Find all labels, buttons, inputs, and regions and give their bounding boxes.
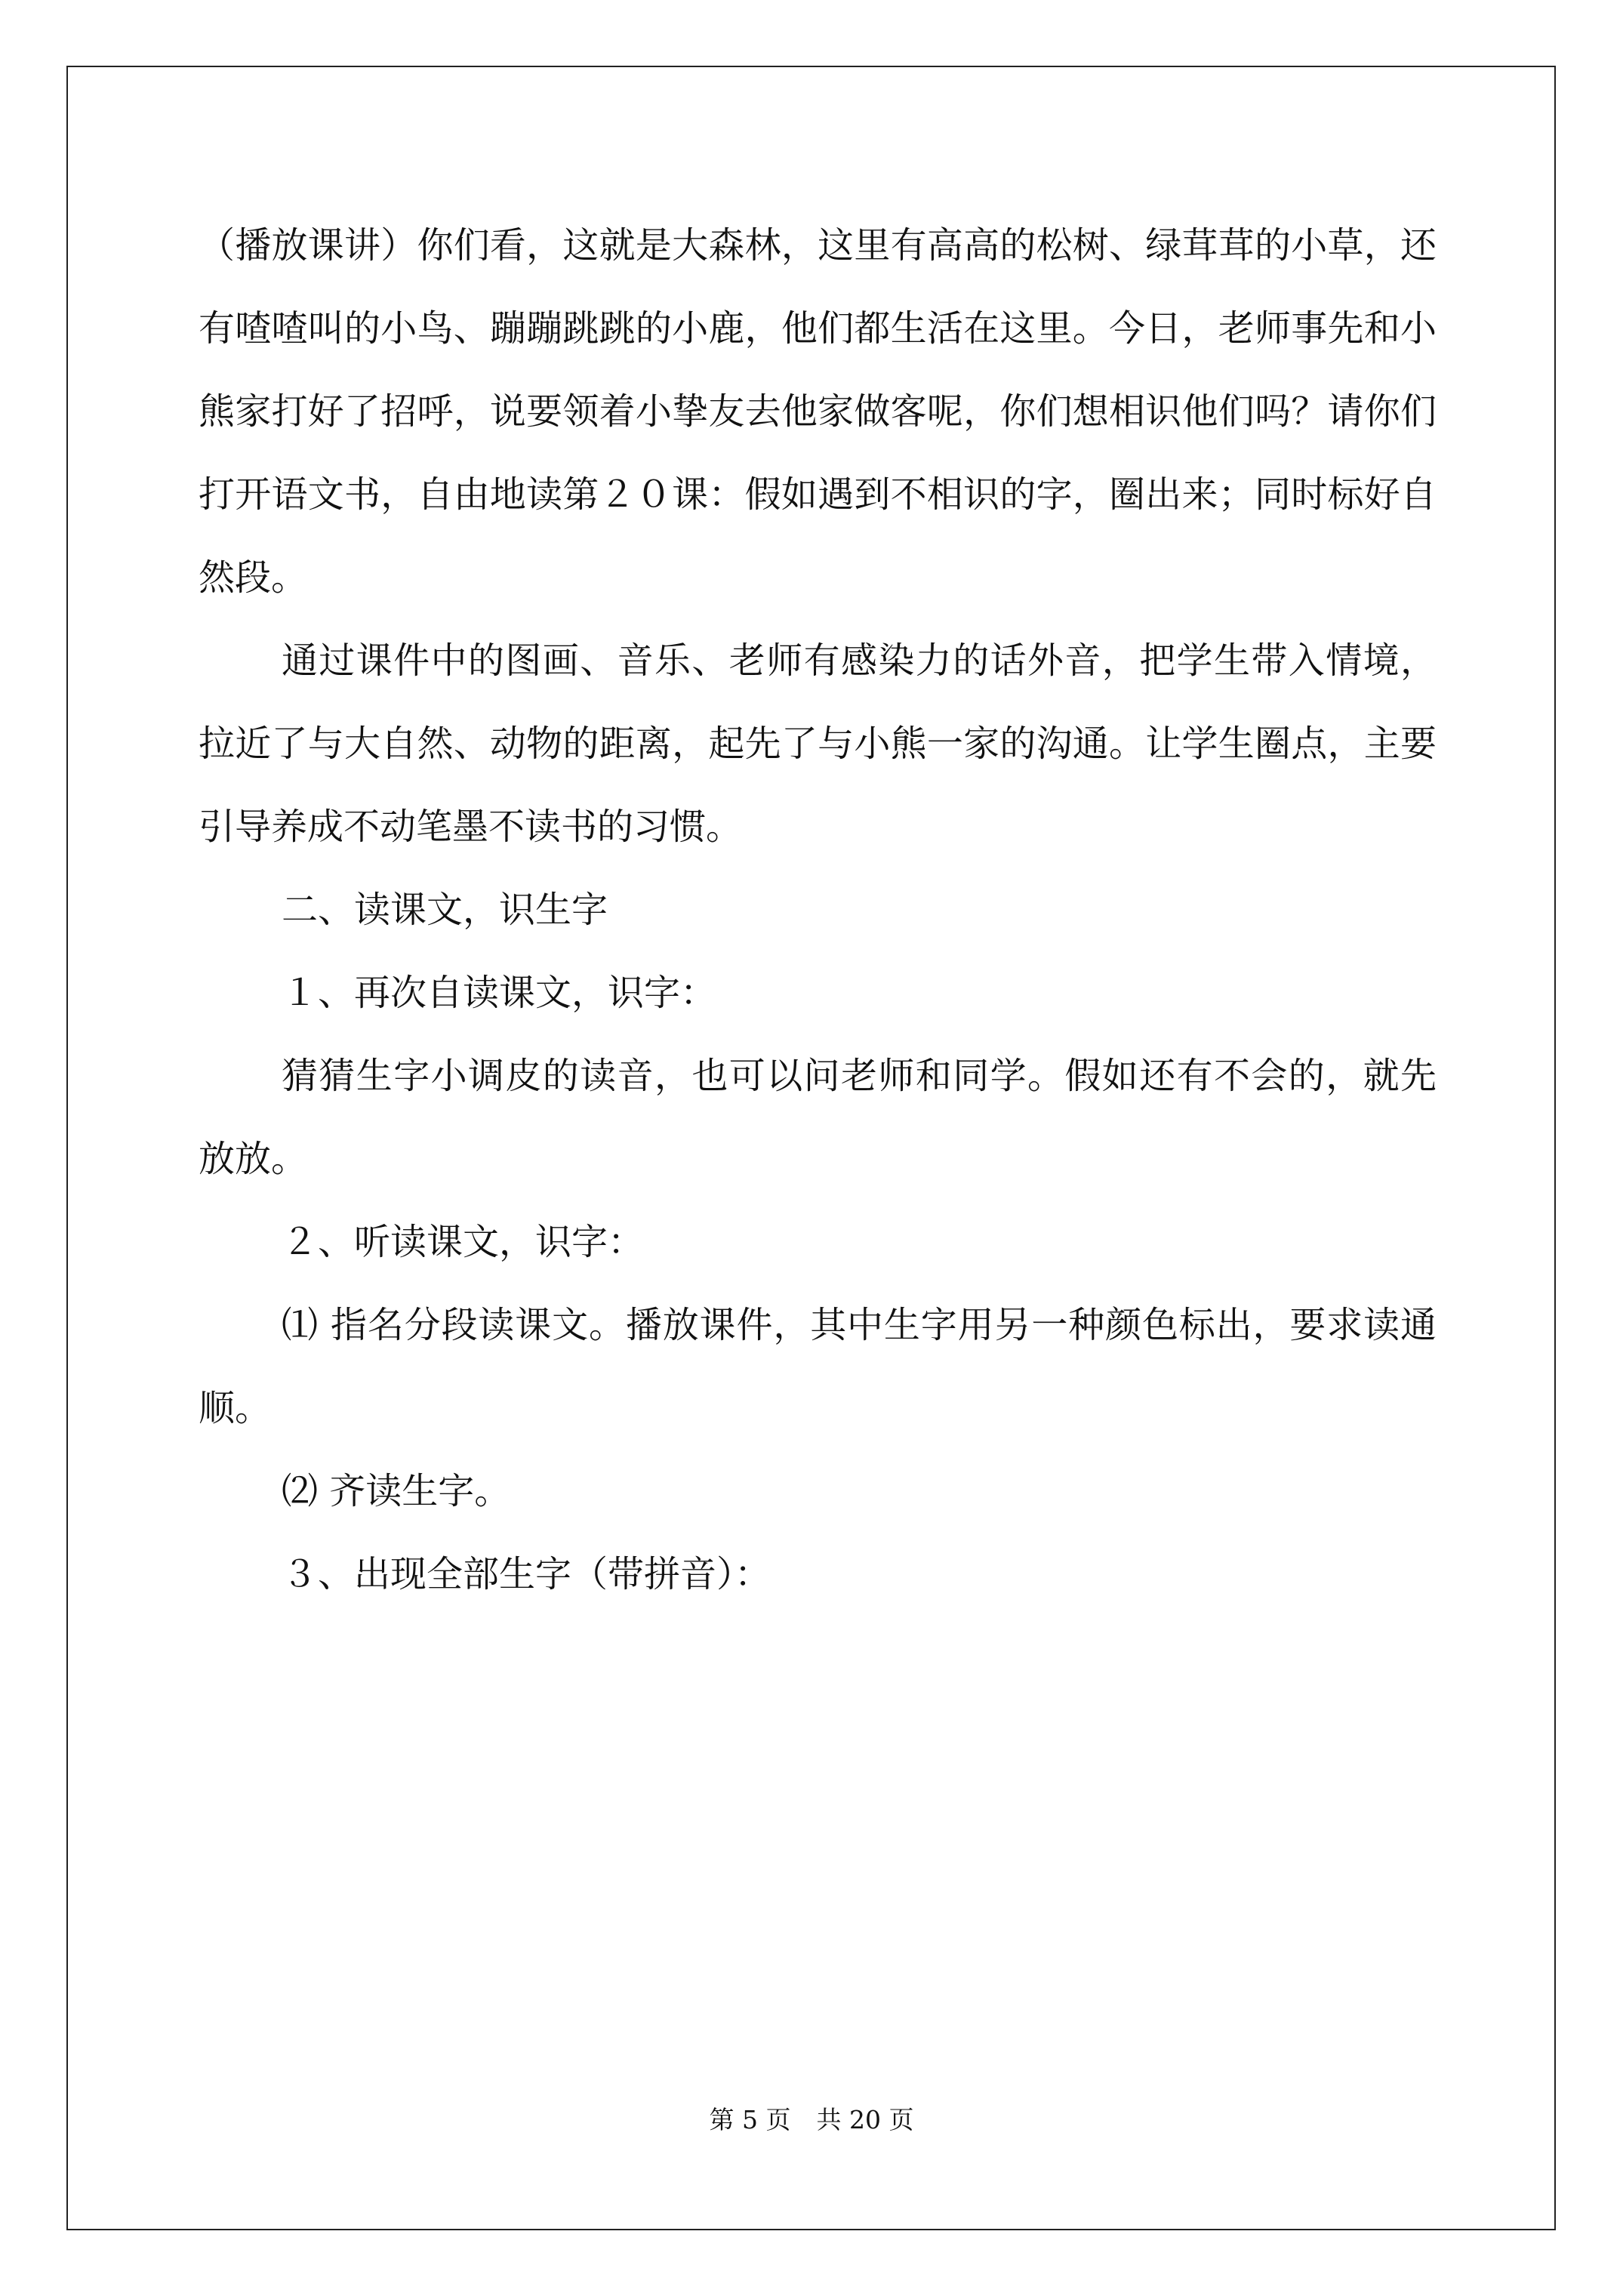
document-body (199, 204, 1437, 1616)
section-heading-read-text: 二、读课文，识生字 (282, 889, 608, 931)
step-2-heading: ２、听读课文，识字： (282, 1221, 645, 1263)
step-3-heading: ３、出现全部生字（带拼音）： (282, 1553, 771, 1595)
paragraph-teaching-note: 通过课件中的图画、音乐、老师有感染力的话外音，把学生带入情境，拉近了与大自然、动物的距离，起先了与小熊一家的沟通。让学生圈点，主要引导养成不动笔墨不读书的习惯。 (199, 639, 1437, 848)
step-2-item-2: ⑵ 齐读生字。 (282, 1470, 511, 1512)
page-footer (0, 2100, 1623, 2136)
page-total: 共 20 页 (816, 2105, 914, 2134)
step-2-item-1: ⑴ 指名分段读课文。播放课件，其中生字用另一种颜色标出，要求读通顺。 (199, 1304, 1437, 1429)
page-number: 第 5 页 (709, 2105, 791, 2134)
step-1-heading: １、再次自读课文，识字： (282, 972, 717, 1014)
step-1-body: 猜猜生字小调皮的读音，也可以问老师和同学。假如还有不会的，就先放放。 (199, 1055, 1437, 1180)
paragraph-intro-story: （播放课讲）你们看，这就是大森林，这里有高高的松树、绿茸茸的小草，还有喳喳叫的小鸟、蹦蹦跳跳的小鹿，他们都生活在这里。今日，老师事先和小熊家打好了招呼，说要领着小挚友去他家做客呢，你们想相识他们吗？请你们打开语文书，自由地读第２０课：假如遇到不相识的字，圈出来；同时标好自然段。 (199, 224, 1437, 599)
